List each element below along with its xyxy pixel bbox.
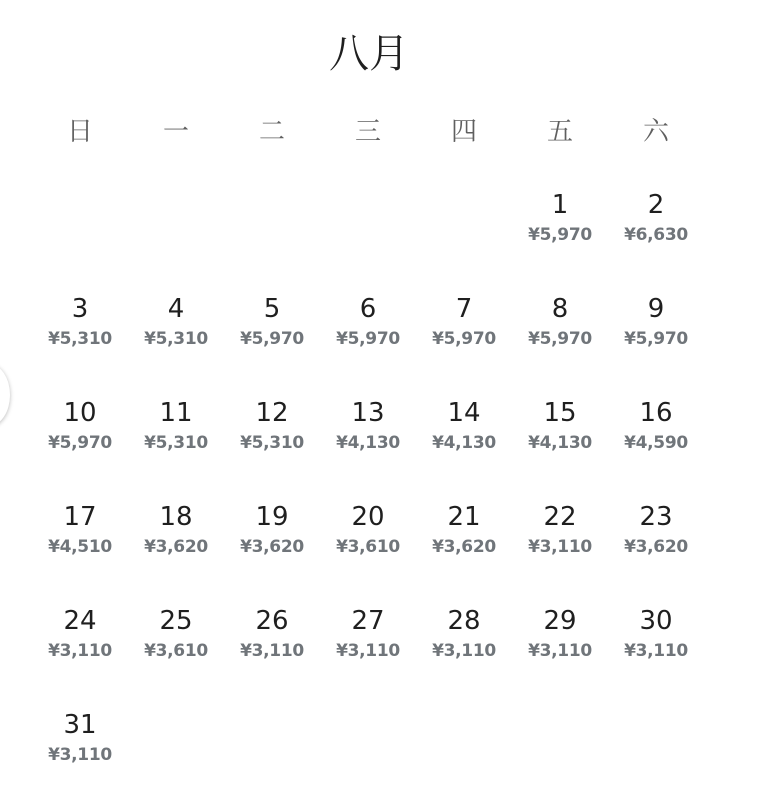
month-title: 八月	[329, 31, 409, 77]
day-cell[interactable]	[224, 292, 320, 396]
day-number: 5	[263, 294, 281, 324]
day-number: 12	[255, 398, 289, 428]
day-cell[interactable]	[320, 500, 416, 604]
day-number: 29	[543, 606, 577, 636]
day-cell[interactable]	[320, 604, 416, 708]
day-price: ¥5,970	[528, 225, 592, 245]
day-price: ¥4,130	[432, 433, 496, 453]
day-cell[interactable]	[416, 500, 512, 604]
day-number: 13	[351, 398, 385, 428]
day-price: ¥3,620	[144, 537, 208, 557]
day-price: ¥3,620	[240, 537, 304, 557]
day-cell[interactable]	[608, 500, 704, 604]
day-price: ¥5,970	[336, 329, 400, 349]
day-cell[interactable]	[224, 500, 320, 604]
weekday-tuesday: 二	[258, 117, 285, 147]
day-price: ¥3,110	[336, 641, 400, 661]
previous-month-handle[interactable]	[0, 364, 10, 426]
empty-day-cell	[128, 188, 224, 292]
day-cell[interactable]	[320, 292, 416, 396]
day-cell[interactable]	[32, 292, 128, 396]
day-price: ¥5,310	[48, 329, 112, 349]
day-number: 16	[639, 398, 673, 428]
day-number: 18	[159, 502, 193, 532]
empty-day-cell	[320, 188, 416, 292]
day-number: 30	[639, 606, 673, 636]
day-cell[interactable]	[416, 396, 512, 500]
day-price: ¥5,970	[528, 329, 592, 349]
day-cell[interactable]	[512, 396, 608, 500]
day-price: ¥5,310	[240, 433, 304, 453]
weekday-thursday: 四	[450, 117, 477, 147]
day-number: 17	[63, 502, 97, 532]
day-price: ¥3,610	[144, 641, 208, 661]
day-price: ¥6,630	[624, 225, 688, 245]
day-number: 4	[167, 294, 185, 324]
day-price: ¥5,970	[432, 329, 496, 349]
day-number: 1	[551, 190, 569, 220]
day-price: ¥5,310	[144, 329, 208, 349]
day-cell[interactable]	[32, 500, 128, 604]
day-number: 9	[647, 294, 665, 324]
day-number: 14	[447, 398, 481, 428]
weekday-header-row	[32, 114, 704, 150]
calendar-day-grid	[32, 188, 704, 812]
weekday-wednesday: 三	[354, 117, 381, 147]
weekday-monday: 一	[162, 117, 189, 147]
day-price: ¥5,970	[48, 433, 112, 453]
day-number: 20	[351, 502, 385, 532]
day-price: ¥3,110	[528, 537, 592, 557]
day-price: ¥5,970	[240, 329, 304, 349]
day-price: ¥3,110	[240, 641, 304, 661]
day-cell[interactable]	[512, 292, 608, 396]
day-number: 10	[63, 398, 97, 428]
empty-day-cell	[416, 188, 512, 292]
day-cell[interactable]	[128, 604, 224, 708]
empty-day-cell	[224, 188, 320, 292]
day-price: ¥3,110	[48, 745, 112, 765]
day-price: ¥3,110	[528, 641, 592, 661]
day-number: 22	[543, 502, 577, 532]
weekday-friday: 五	[546, 117, 573, 147]
day-cell[interactable]	[32, 604, 128, 708]
day-cell[interactable]	[608, 188, 704, 292]
day-number: 19	[255, 502, 289, 532]
day-number: 8	[551, 294, 569, 324]
day-price: ¥3,110	[624, 641, 688, 661]
day-cell[interactable]	[416, 292, 512, 396]
day-cell[interactable]	[224, 604, 320, 708]
day-price: ¥4,510	[48, 537, 112, 557]
day-number: 23	[639, 502, 673, 532]
day-number: 25	[159, 606, 193, 636]
weekday-saturday: 六	[642, 117, 669, 147]
day-price: ¥4,590	[624, 433, 688, 453]
day-cell[interactable]	[320, 396, 416, 500]
day-number: 2	[647, 190, 665, 220]
day-number: 21	[447, 502, 481, 532]
day-price: ¥3,110	[432, 641, 496, 661]
day-cell[interactable]	[512, 604, 608, 708]
day-number: 24	[63, 606, 97, 636]
day-cell[interactable]	[512, 188, 608, 292]
day-cell[interactable]	[128, 292, 224, 396]
empty-day-cell	[32, 188, 128, 292]
day-number: 6	[359, 294, 377, 324]
day-price: ¥5,970	[624, 329, 688, 349]
day-cell[interactable]	[608, 292, 704, 396]
day-cell[interactable]	[32, 396, 128, 500]
day-cell[interactable]	[128, 500, 224, 604]
day-number: 27	[351, 606, 385, 636]
day-price: ¥3,110	[48, 641, 112, 661]
day-cell[interactable]	[224, 396, 320, 500]
day-cell[interactable]	[608, 396, 704, 500]
day-price: ¥3,620	[624, 537, 688, 557]
day-price: ¥3,620	[432, 537, 496, 557]
day-number: 7	[455, 294, 473, 324]
day-number: 26	[255, 606, 289, 636]
day-price: ¥5,310	[144, 433, 208, 453]
day-price: ¥4,130	[528, 433, 592, 453]
day-cell[interactable]	[128, 396, 224, 500]
day-price: ¥4,130	[336, 433, 400, 453]
day-number: 3	[71, 294, 89, 324]
day-price: ¥3,610	[336, 537, 400, 557]
day-number: 11	[159, 398, 193, 428]
day-cell[interactable]	[608, 604, 704, 708]
day-cell[interactable]	[416, 604, 512, 708]
day-number: 31	[63, 710, 97, 740]
day-cell[interactable]	[32, 708, 128, 812]
day-number: 28	[447, 606, 481, 636]
day-number: 15	[543, 398, 577, 428]
day-cell[interactable]	[512, 500, 608, 604]
weekday-sunday: 日	[66, 117, 93, 147]
